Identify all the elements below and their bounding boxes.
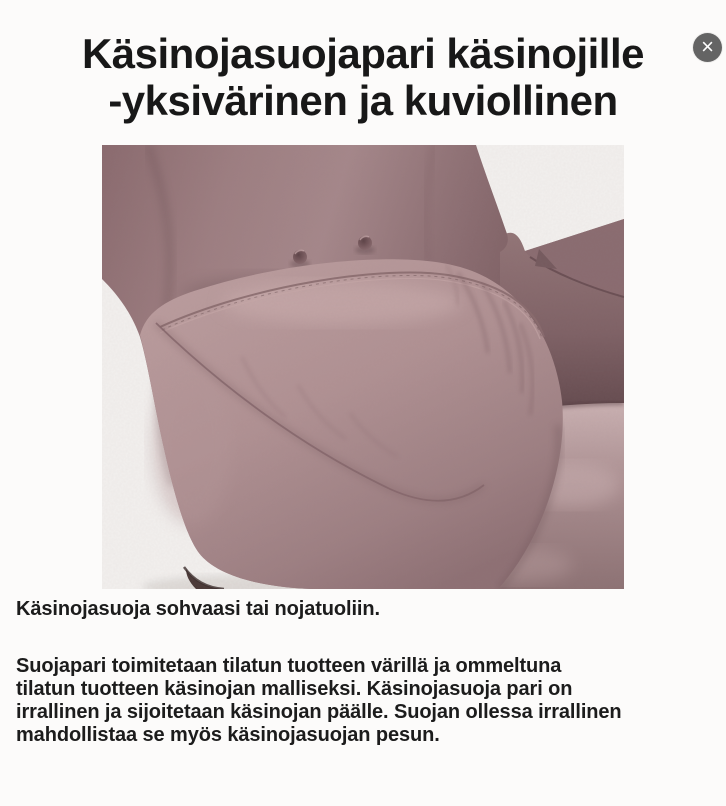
title-line: -yksivärinen ja kuviollinen bbox=[108, 77, 618, 124]
product-dialog bbox=[0, 30, 726, 806]
text-line: Suojapari toimitetaan tilatun tuotteen värillä ja ommeltuna bbox=[16, 655, 562, 677]
page bbox=[0, 30, 726, 806]
product-image bbox=[102, 145, 624, 589]
description-body bbox=[16, 655, 710, 747]
title-line: Käsinojasuojapari käsinojille bbox=[81, 30, 645, 77]
text-line: mahdollistaa se myös käsinojasuojan pesun. bbox=[16, 724, 440, 746]
close-button[interactable] bbox=[693, 33, 722, 62]
text-line: tilatun tuotteen käsinojan malliseksi. Käsinojasuoja pari on bbox=[16, 678, 573, 700]
description-intro: Käsinojasuoja sohvaasi tai nojatuoliin. bbox=[16, 598, 380, 620]
product-description bbox=[16, 598, 710, 747]
page-title bbox=[10, 30, 716, 124]
close-icon: × bbox=[701, 33, 714, 59]
armchair-photo bbox=[102, 145, 624, 589]
fabric-texture bbox=[102, 145, 624, 589]
text-line: irrallinen ja sijoitetaan käsinojan päälle. Suojan ollessa irrallinen bbox=[16, 701, 622, 723]
